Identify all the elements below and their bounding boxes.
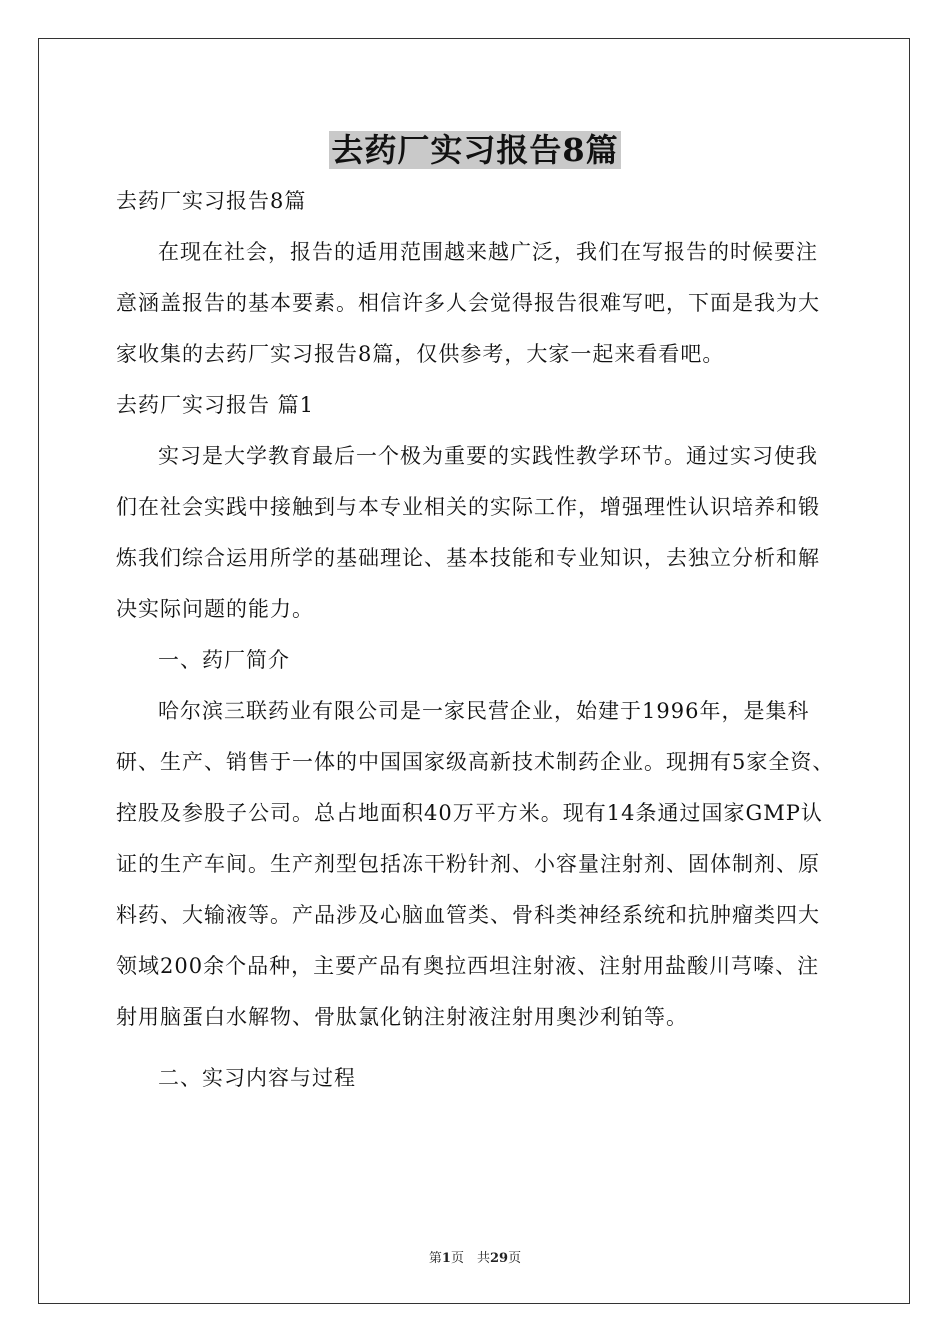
factory-intro-paragraph: 哈尔滨三联药业有限公司是一家民营企业，始建于1996年，是集科研、生产、销售于一体的中国国家级高新技术制药企业。现拥有5家全资、控股及参股子公司。总占地面积40万平方米。现有14条通过国家GMP认证的生产车间。生产剂型包括冻干粉针剂、小容量注射剂、固体制剂、原料药、大输液等。产品涉及心脑血管类、骨科类神经系统和抗肿瘤类四大领域200余个品种，主要产品有奥拉西坦注射液、注射用盐酸川芎嗪、注射用脑蛋白水解物、骨肽氯化钠注射液注射用奥沙利铂等。 (116, 699, 835, 1029)
document-title-text: 去药厂实习报告8篇 (331, 131, 619, 169)
document-subtitle: 去药厂实习报告8篇 (116, 189, 307, 213)
footer-prefix: 第 (428, 1251, 442, 1266)
internship-paragraph: 实习是大学教育最后一个极为重要的实践性教学环节。通过实习使我们在社会实践中接触到与本专业相关的实际工作，增强理性认识培养和锻炼我们综合运用所学的基础理论、基本技能和专业知识，去独立分析和解决实际问题的能力。 (116, 444, 820, 621)
document-title (0, 128, 950, 172)
footer-page-total: 29 (489, 1251, 509, 1266)
section-heading-internship-content: 二、实习内容与过程 (158, 1066, 356, 1090)
section-heading-factory-intro: 一、药厂简介 (158, 648, 290, 672)
footer-suffix: 页 (508, 1251, 522, 1266)
footer-page-number: 1 (441, 1251, 451, 1266)
section-heading-1: 去药厂实习报告 篇1 (116, 393, 315, 417)
page-footer (0, 1250, 950, 1268)
document-body (116, 176, 838, 1104)
intro-paragraph: 在现在社会，报告的适用范围越来越广泛，我们在写报告的时候要注意涵盖报告的基本要素。相信许多人会觉得报告很难写吧，下面是我为大家收集的去药厂实习报告8篇，仅供参考，大家一起来看看吧。 (116, 240, 820, 366)
footer-mid: 页 共 (450, 1251, 490, 1266)
